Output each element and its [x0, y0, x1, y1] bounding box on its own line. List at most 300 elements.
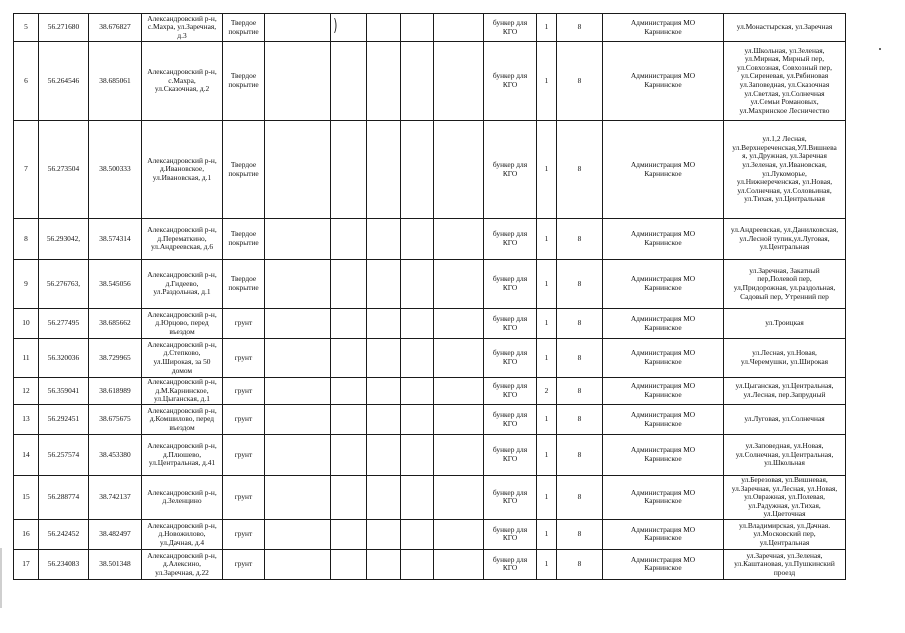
address-cell-line: Александровский р-н, [147, 67, 217, 77]
surface-cell-line: покрытие [228, 168, 259, 178]
empty-cell [367, 339, 401, 378]
owner-cell-line: Карнинское [644, 454, 682, 463]
address-cell-line: д.3 [177, 30, 187, 40]
container-volume-cell: 8 [557, 309, 603, 339]
owner-cell-line: Карнинское [644, 418, 682, 428]
streets-cell-line: ул.Семьи Романовых, [750, 97, 819, 107]
streets-cell-line: ул.Овражная, ул.Полевая, [744, 492, 825, 502]
container-type-cell-line: бункер для [492, 445, 528, 455]
scan-speck [879, 48, 881, 50]
row-number-cell: 10 [14, 309, 39, 339]
empty-cell [367, 14, 401, 42]
empty-cell [401, 219, 434, 260]
empty-cell [367, 519, 401, 549]
streets-cell-line: ул.Цветочная [763, 509, 806, 519]
longitude-cell: 38.676827 [89, 14, 142, 42]
container-type-cell-line: бункер для [492, 71, 528, 81]
punch-mark-shape: ) [333, 16, 338, 37]
address-cell-line: Александровский р-н, [147, 13, 217, 23]
table-row [14, 549, 846, 579]
longitude-cell: 38.501348 [89, 549, 142, 579]
streets-cell-line: ул.Заречная, ул.Лесная, ул.Новая, [731, 483, 838, 493]
longitude-cell: 38.742137 [89, 476, 142, 520]
surface-cell-line: Твердое [230, 159, 257, 169]
streets-cell [724, 339, 846, 378]
empty-cell [331, 519, 367, 549]
container-type-cell-line: КГО [502, 168, 518, 178]
owner-cell-line: Карнинское [644, 390, 682, 399]
empty-cell [265, 405, 331, 435]
owner-cell-line: Администрация МО [630, 381, 696, 391]
streets-cell-line: ул.Заречная, ул.Зеленая, [746, 550, 823, 560]
address-cell-line: д.Степково, [163, 348, 201, 358]
streets-cell-line: ул.Лесной тупик,ул.Луговая, [739, 233, 830, 243]
container-volume-cell: 8 [557, 121, 603, 219]
address-cell-line: Александровский р-н, [147, 309, 217, 319]
container-type-cell-line: бункер для [492, 313, 528, 323]
container-sites-table [13, 13, 846, 580]
address-cell-line: Александровский р-н, [147, 339, 217, 349]
container-count-cell: 2 [537, 378, 557, 405]
owner-cell-line: Администрация МО [630, 409, 696, 419]
owner-cell-line: Администрация МО [630, 71, 696, 81]
empty-cell [331, 42, 367, 121]
empty-cell [434, 405, 484, 435]
streets-cell-line: ул.Нижнереченская, ул.Новая, [736, 177, 833, 187]
container-type-cell-line: бункер для [492, 409, 528, 419]
table-row [14, 219, 846, 260]
empty-cell [265, 219, 331, 260]
container-type-cell-line: бункер для [492, 554, 528, 564]
empty-cell [265, 378, 331, 405]
container-type-cell [484, 309, 537, 339]
container-type-cell [484, 14, 537, 42]
empty-cell [331, 549, 367, 579]
surface-cell [223, 519, 265, 549]
address-cell-line: ул.Ивановская, д.1 [152, 172, 212, 182]
owner-cell-line: Карнинское [644, 563, 682, 573]
streets-cell-line: пер,Полевой пер, [757, 274, 812, 284]
empty-cell [265, 519, 331, 549]
empty-cell [367, 309, 401, 339]
address-cell-line: въездом [169, 422, 195, 432]
empty-cell [401, 405, 434, 435]
owner-cell [603, 549, 724, 579]
address-cell-line: Александровский р-н, [147, 441, 217, 451]
empty-cell [331, 435, 367, 476]
container-volume-cell: 8 [557, 435, 603, 476]
streets-cell-line: ул,Придорожная, ул.раздольная, [733, 283, 836, 292]
surface-cell [223, 219, 265, 260]
address-cell-line: въездом [169, 326, 195, 336]
address-cell-line: д.Новожилово, [158, 529, 206, 539]
streets-cell-line: ул.Зеленая, ул.Ивановская, [742, 159, 827, 169]
container-volume-cell: 8 [557, 339, 603, 378]
row-number-cell: 9 [14, 260, 39, 309]
address-cell-line: Александровский р-н, [147, 405, 217, 415]
address-cell-line: д.Зеленцино [162, 496, 202, 506]
surface-cell [223, 435, 265, 476]
streets-cell-line: ул.Луговая, ул.Солнечная [744, 414, 825, 424]
surface-cell-line: Твердое [230, 274, 257, 284]
empty-cell [265, 309, 331, 339]
owner-cell-line: Карнинское [644, 26, 682, 36]
streets-cell-line: ул.Цыганская, ул.Центральная, [735, 381, 834, 391]
owner-cell [603, 219, 724, 260]
owner-cell-line: Карнинское [644, 357, 682, 366]
surface-cell-line: покрытие [228, 238, 259, 247]
streets-cell-line: ул.Заречная, Закатный [749, 265, 820, 275]
surface-cell [223, 339, 265, 378]
owner-cell-line: Карнинское [644, 168, 682, 178]
owner-cell [603, 435, 724, 476]
empty-cell [434, 339, 484, 378]
address-cell-line: Александровский р-н, [147, 155, 217, 165]
empty-cell [265, 260, 331, 309]
empty-cell [434, 309, 484, 339]
container-type-cell [484, 378, 537, 405]
address-cell-line: Александровский р-н, [147, 487, 217, 497]
owner-cell [603, 14, 724, 42]
address-cell-line: ул.Андреевская, д.6 [150, 242, 214, 252]
container-type-cell [484, 435, 537, 476]
container-type-cell-line: бункер для [492, 17, 528, 27]
container-type-cell-line: бункер для [492, 381, 528, 391]
container-type-cell-line: КГО [502, 454, 518, 463]
empty-cell [367, 476, 401, 520]
container-volume-cell: 8 [557, 219, 603, 260]
address-cell-line: с.Махра, [168, 75, 196, 85]
streets-cell-line: ул.Центральная [759, 242, 810, 252]
container-volume-cell: 8 [557, 519, 603, 549]
empty-cell [367, 219, 401, 260]
empty-cell [434, 519, 484, 549]
surface-cell [223, 121, 265, 219]
container-type-cell [484, 549, 537, 579]
table-row [14, 14, 846, 42]
latitude-cell: 56.273504 [39, 121, 89, 219]
container-type-cell-line: КГО [502, 283, 518, 292]
empty-cell [434, 42, 484, 121]
empty-cell [367, 121, 401, 219]
longitude-cell: 38.545056 [89, 260, 142, 309]
container-count-cell: 1 [537, 405, 557, 435]
streets-cell-line: Садовый пер, Утренний пер [740, 291, 829, 301]
streets-cell-line: ул.Мирная, Мирный пер, [744, 54, 825, 64]
owner-cell-line: Администрация МО [630, 313, 696, 323]
table-row [14, 476, 846, 520]
address-cell [142, 260, 223, 309]
address-cell [142, 378, 223, 405]
streets-cell [724, 121, 846, 219]
longitude-cell: 38.618989 [89, 378, 142, 405]
address-cell-line: ул.Заречная, д.22 [155, 567, 209, 577]
streets-cell-line: ул.Лесная, ул.Новая, [752, 348, 817, 358]
container-type-cell-line: бункер для [492, 159, 528, 169]
owner-cell-line: Карнинское [644, 283, 682, 292]
row-number-cell: 6 [14, 42, 39, 121]
container-type-cell-line: КГО [502, 390, 518, 399]
surface-cell-line: грунт [234, 492, 253, 502]
container-type-cell-line: КГО [502, 80, 518, 89]
owner-cell-line: Администрация МО [630, 274, 696, 284]
address-cell [142, 121, 223, 219]
container-count-cell: 1 [537, 42, 557, 121]
container-type-cell-line: КГО [502, 238, 518, 247]
streets-cell [724, 476, 846, 520]
container-type-cell [484, 121, 537, 219]
streets-cell-line: ул.Каштановая, ул.Пушкинский [734, 559, 835, 569]
container-type-cell [484, 219, 537, 260]
container-type-cell-line: КГО [502, 26, 518, 36]
empty-cell [434, 378, 484, 405]
streets-cell-line: ул.Светлая, ул.Солнечная [744, 88, 825, 98]
streets-cell-line: проезд [773, 567, 796, 577]
empty-cell [331, 14, 367, 42]
streets-cell [724, 42, 846, 121]
container-type-cell [484, 260, 537, 309]
empty-cell [401, 549, 434, 579]
longitude-cell: 38.729965 [89, 339, 142, 378]
empty-cell [265, 549, 331, 579]
streets-cell-line: ул.1,2 Лесная, [762, 134, 807, 144]
streets-cell-line: ул.Школьная, ул.Зеленая, [744, 45, 825, 55]
empty-cell [331, 219, 367, 260]
container-type-cell-line: бункер для [492, 229, 528, 239]
container-type-cell [484, 339, 537, 378]
streets-cell [724, 405, 846, 435]
empty-cell [401, 309, 434, 339]
container-type-cell-line: КГО [502, 357, 518, 366]
empty-cell [434, 14, 484, 42]
address-cell [142, 14, 223, 42]
longitude-cell: 38.685061 [89, 42, 142, 121]
surface-cell [223, 42, 265, 121]
latitude-cell: 56.242452 [39, 519, 89, 549]
longitude-cell: 38.675675 [89, 405, 142, 435]
scan-edge-mark [0, 548, 2, 608]
latitude-cell: 56.320036 [39, 339, 89, 378]
latitude-cell: 56.359041 [39, 378, 89, 405]
surface-cell-line: покрытие [228, 26, 259, 36]
empty-cell [265, 339, 331, 378]
address-cell-line: с.Махра, ул.Заречная, [147, 22, 217, 32]
container-volume-cell: 8 [557, 260, 603, 309]
container-type-cell-line: КГО [502, 322, 518, 332]
address-cell [142, 435, 223, 476]
owner-cell-line: Администрация МО [630, 445, 696, 455]
streets-cell-line: ул.Лукоморье, [762, 168, 807, 178]
latitude-cell: 56.271680 [39, 14, 89, 42]
address-cell-line: д.Ивановское, [159, 164, 205, 174]
table-row [14, 519, 846, 549]
address-cell-line: Александровский р-н, [147, 270, 217, 280]
container-volume-cell: 8 [557, 42, 603, 121]
table-row [14, 260, 846, 309]
container-type-cell-line: КГО [502, 533, 518, 543]
table-row [14, 435, 846, 476]
surface-cell-line: грунт [234, 352, 253, 362]
streets-cell-line: ул.Березовая, ул.Вишневая, [741, 475, 828, 484]
address-cell-line: домом [171, 365, 193, 375]
streets-cell-line: ул.Монастырская, ул.Заречная [736, 22, 833, 32]
address-cell [142, 42, 223, 121]
empty-cell [401, 519, 434, 549]
empty-cell [434, 121, 484, 219]
container-count-cell: 1 [537, 549, 557, 579]
table-row [14, 309, 846, 339]
container-type-cell [484, 476, 537, 520]
streets-cell [724, 549, 846, 579]
container-type-cell-line: КГО [502, 563, 518, 573]
container-count-cell: 1 [537, 121, 557, 219]
streets-cell-line: ул.Заповедная, ул.Сказочная [739, 80, 830, 89]
empty-cell [401, 121, 434, 219]
address-cell-line: д.Комшилово, перед [149, 414, 215, 424]
longitude-cell: 38.685662 [89, 309, 142, 339]
empty-cell [367, 42, 401, 121]
container-type-cell-line: бункер для [492, 524, 528, 534]
streets-cell [724, 435, 846, 476]
streets-cell-line: ул.Московский пер, [753, 529, 816, 539]
address-cell-line: д.Перематкино, [157, 233, 207, 243]
streets-cell-line: ул.Черемушки, ул.Широкая [740, 357, 829, 366]
table-row [14, 405, 846, 435]
address-cell-line: д.Юрцово, перед [155, 318, 209, 328]
streets-cell-line: я, ул.Дружная, ул.Заречная [742, 151, 827, 161]
address-cell-line: ул.Широкая, за 50 [153, 357, 211, 366]
empty-cell [434, 476, 484, 520]
owner-cell-line: Карнинское [644, 496, 682, 506]
owner-cell-line: Карнинское [644, 322, 682, 332]
empty-cell [401, 260, 434, 309]
streets-cell-line: ул.Центральная [759, 537, 810, 547]
container-type-cell-line: бункер для [492, 274, 528, 284]
streets-cell [724, 260, 846, 309]
row-number-cell: 8 [14, 219, 39, 260]
address-cell-line: д.Алексино, [162, 559, 202, 569]
owner-cell-line: Администрация МО [630, 524, 696, 534]
address-cell [142, 219, 223, 260]
table-body [14, 14, 846, 580]
surface-cell-line: покрытие [228, 283, 259, 292]
owner-cell [603, 405, 724, 435]
container-volume-cell: 8 [557, 378, 603, 405]
empty-cell [265, 476, 331, 520]
streets-cell-line: ул.Андреевская, ул.Данилковская, [730, 225, 839, 235]
empty-cell [401, 339, 434, 378]
streets-cell [724, 219, 846, 260]
table-row [14, 121, 846, 219]
container-type-cell [484, 519, 537, 549]
owner-cell [603, 260, 724, 309]
longitude-cell: 38.453380 [89, 435, 142, 476]
container-count-cell: 1 [537, 14, 557, 42]
row-number-cell: 14 [14, 435, 39, 476]
container-type-cell-line: КГО [502, 418, 518, 428]
surface-cell-line: Твердое [230, 71, 257, 81]
address-cell [142, 549, 223, 579]
empty-cell [331, 309, 367, 339]
latitude-cell: 56.288774 [39, 476, 89, 520]
address-cell-line: Александровский р-н, [147, 377, 217, 387]
owner-cell-line: Администрация МО [630, 159, 696, 169]
empty-cell [265, 14, 331, 42]
container-count-cell: 1 [537, 219, 557, 260]
empty-cell [434, 219, 484, 260]
owner-cell [603, 519, 724, 549]
address-cell-line: Александровский р-н, [147, 520, 217, 530]
address-cell-line: ул.Раздольная, д.1 [153, 287, 211, 297]
surface-cell [223, 14, 265, 42]
surface-cell [223, 309, 265, 339]
owner-cell [603, 121, 724, 219]
empty-cell [367, 549, 401, 579]
table-row [14, 339, 846, 378]
container-count-cell: 1 [537, 519, 557, 549]
address-cell-line: ул.Центральная, д.41 [148, 458, 216, 468]
address-cell-line: Александровский р-н, [147, 225, 217, 235]
empty-cell [434, 549, 484, 579]
surface-cell-line: грунт [234, 414, 253, 424]
streets-cell-line: ул.Махринское Лесничество [739, 105, 830, 115]
owner-cell-line: Карнинское [644, 533, 682, 543]
row-number-cell: 12 [14, 378, 39, 405]
empty-cell [331, 476, 367, 520]
latitude-cell: 56.293042, [39, 219, 89, 260]
empty-cell [367, 260, 401, 309]
empty-cell [434, 260, 484, 309]
streets-cell [724, 519, 846, 549]
container-count-cell: 1 [537, 476, 557, 520]
row-number-cell: 13 [14, 405, 39, 435]
table-row [14, 378, 846, 405]
owner-cell [603, 309, 724, 339]
longitude-cell: 38.500333 [89, 121, 142, 219]
surface-cell [223, 378, 265, 405]
container-type-cell [484, 405, 537, 435]
row-number-cell: 16 [14, 519, 39, 549]
streets-cell-line: ул.Совхозная, Совхозный пер, [736, 62, 833, 72]
surface-cell [223, 476, 265, 520]
empty-cell [331, 260, 367, 309]
longitude-cell: 38.482497 [89, 519, 142, 549]
streets-cell-line: ул.Заповедная, ул.Новая, [745, 441, 824, 451]
container-count-cell: 1 [537, 435, 557, 476]
container-type-cell [484, 42, 537, 121]
streets-cell-line: ул.Солнечная, ул.Центральная, [735, 449, 834, 459]
surface-cell [223, 405, 265, 435]
address-cell-line: Александровский р-н, [147, 550, 217, 560]
empty-cell [401, 14, 434, 42]
empty-cell [401, 435, 434, 476]
owner-cell-line: Администрация МО [630, 554, 696, 564]
owner-cell-line: Администрация МО [630, 348, 696, 358]
address-cell-line: д.Гидеево, [165, 278, 199, 288]
owner-cell [603, 42, 724, 121]
streets-cell-line: ул.Радужная, ул.Тихая, [748, 500, 821, 510]
owner-cell-line: Карнинское [644, 80, 682, 89]
row-number-cell: 7 [14, 121, 39, 219]
empty-cell [401, 42, 434, 121]
latitude-cell: 56.264546 [39, 42, 89, 121]
address-cell-line: ул.Сказочная, д.2 [154, 84, 210, 94]
container-volume-cell: 8 [557, 14, 603, 42]
owner-cell [603, 339, 724, 378]
empty-cell [331, 339, 367, 378]
empty-cell [367, 435, 401, 476]
row-number-cell: 5 [14, 14, 39, 42]
